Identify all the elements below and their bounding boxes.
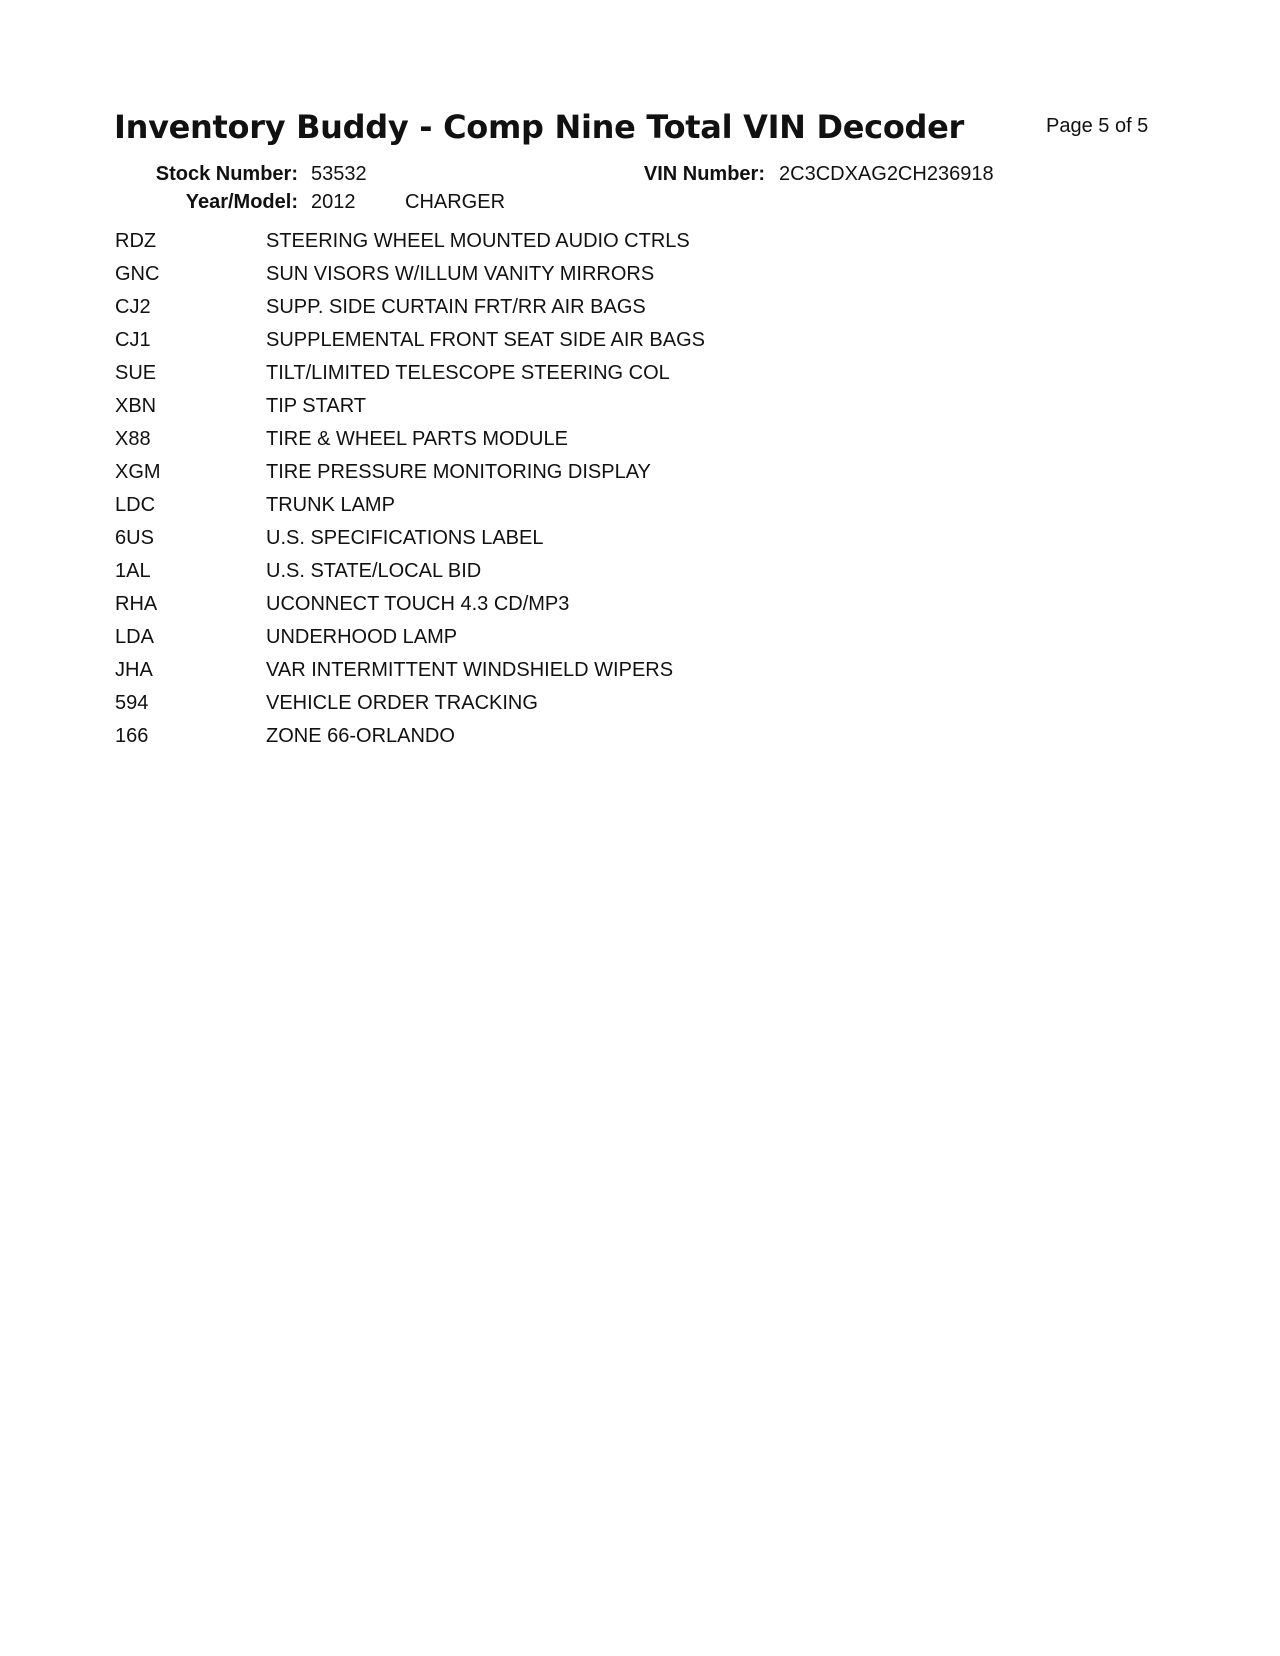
option-description: SUN VISORS W/ILLUM VANITY MIRRORS [266,263,655,285]
option-code: GNC [115,263,160,285]
option-row [115,361,705,394]
option-row [115,262,705,295]
option-row [115,592,705,625]
option-description: VAR INTERMITTENT WINDSHIELD WIPERS [266,659,674,681]
stock-number-value: 53532 [311,163,367,185]
option-row [115,460,705,493]
option-description: UNDERHOOD LAMP [266,626,458,648]
option-description: U.S. SPECIFICATIONS LABEL [266,527,544,549]
option-row [115,328,705,361]
option-code: SUE [115,362,157,384]
option-code: RDZ [115,230,157,252]
option-row [115,625,705,658]
option-code: 6US [115,527,154,549]
option-code: 166 [115,725,149,747]
year-value: 2012 [311,191,356,213]
option-code: X88 [115,428,151,450]
option-row [115,559,705,592]
option-row [115,394,705,427]
stock-number-label: Stock Number: [155,163,298,185]
option-description: U.S. STATE/LOCAL BID [266,560,482,582]
option-code-list [115,229,705,757]
option-row [115,658,705,691]
option-row [115,493,705,526]
option-description: SUPP. SIDE CURTAIN FRT/RR AIR BAGS [266,296,646,318]
option-description: SUPPLEMENTAL FRONT SEAT SIDE AIR BAGS [266,329,706,351]
option-code: CJ2 [115,296,151,318]
option-row [115,229,705,262]
option-description: ZONE 66-ORLANDO [266,725,455,747]
option-row [115,427,705,460]
option-description: TRUNK LAMP [266,494,395,516]
vin-number-label: VIN Number: [643,163,765,185]
option-code: XGM [115,461,161,483]
option-code: JHA [115,659,153,681]
option-code: CJ1 [115,329,151,351]
vin-number-value: 2C3CDXAG2CH236918 [779,163,994,185]
option-row [115,526,705,559]
option-description: TIRE & WHEEL PARTS MODULE [266,428,568,450]
option-code: LDC [115,494,156,516]
page-number: Page 5 of 5 [1046,115,1149,137]
option-code: RHA [115,593,158,615]
option-row [115,691,705,724]
option-code: XBN [115,395,157,417]
option-description: TILT/LIMITED TELESCOPE STEERING COL [266,362,670,384]
option-code: 594 [115,692,149,714]
option-row [115,295,705,328]
option-code: 1AL [115,560,151,582]
option-description: TIRE PRESSURE MONITORING DISPLAY [266,461,651,483]
option-description: STEERING WHEEL MOUNTED AUDIO CTRLS [266,230,690,252]
option-description: TIP START [266,395,367,417]
report-title: Inventory Buddy - Comp Nine Total VIN Decoder [114,108,965,146]
model-value: CHARGER [405,191,506,213]
option-row [115,724,705,757]
year-model-label: Year/Model: [185,191,298,213]
option-description: VEHICLE ORDER TRACKING [266,692,538,714]
option-description: UCONNECT TOUCH 4.3 CD/MP3 [266,593,570,615]
option-code: LDA [115,626,154,648]
